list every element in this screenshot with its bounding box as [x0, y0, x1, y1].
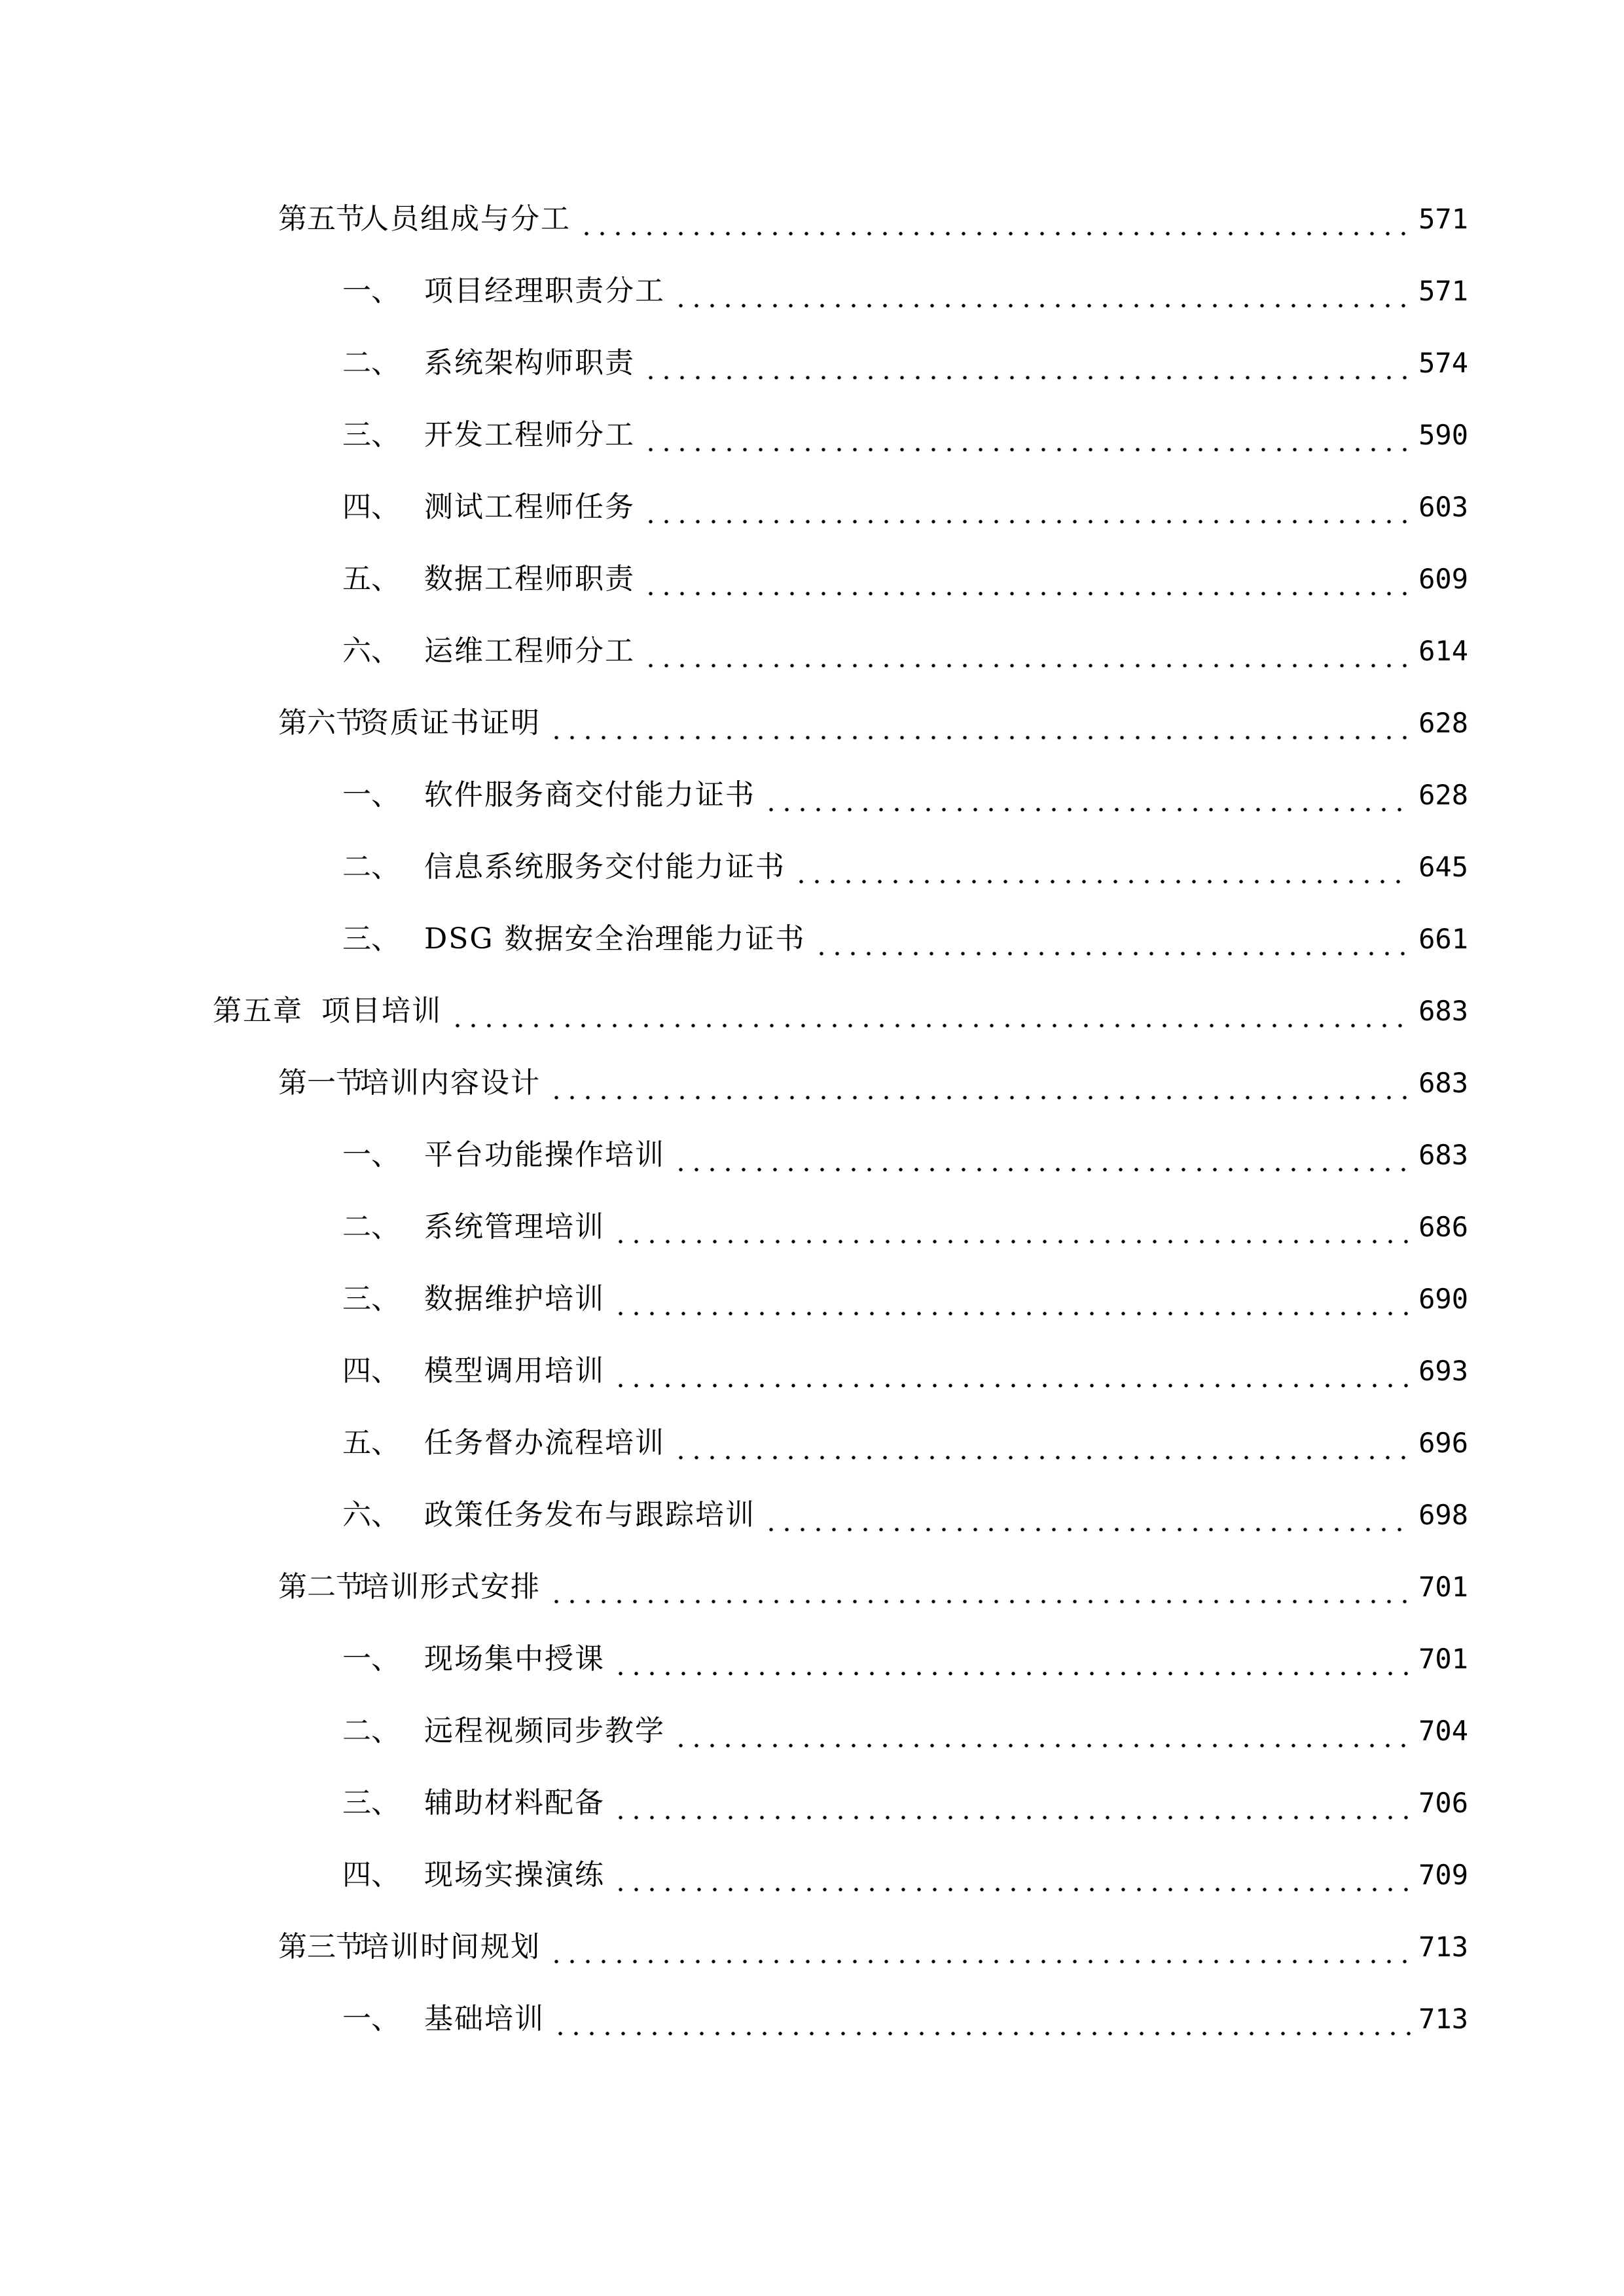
toc-entry-title: 信息系统服务交付能力证书 [424, 850, 785, 884]
dot-leader [673, 1744, 1411, 1748]
dot-leader [814, 952, 1411, 956]
toc-entry-title: 培训形式安排 [360, 1570, 541, 1604]
dot-leader [673, 1456, 1411, 1460]
toc-entry-page: 698 [1418, 1499, 1468, 1531]
toc-entry-page: 713 [1418, 2003, 1468, 2035]
toc-entry[interactable] [342, 327, 1468, 399]
toc-entry-page: 574 [1418, 347, 1468, 379]
toc-entry-page: 683 [1418, 1067, 1468, 1099]
toc-entry-number: 四、 [342, 490, 400, 524]
toc-entry[interactable] [342, 759, 1468, 831]
dot-leader [673, 1168, 1411, 1172]
toc-entry-page: 645 [1418, 851, 1468, 883]
toc-entry-number: 三、 [342, 1282, 400, 1316]
toc-entry-page: 709 [1418, 1859, 1468, 1891]
toc-entry[interactable] [342, 1623, 1468, 1695]
toc-entry[interactable] [342, 1263, 1468, 1335]
toc-entry-number: 第三节 [278, 1930, 365, 1964]
toc-entry-page: 686 [1418, 1211, 1468, 1243]
toc-entry[interactable] [278, 1551, 1468, 1623]
toc-entry-title: 模型调用培训 [424, 1354, 605, 1388]
toc-entry[interactable] [342, 255, 1468, 327]
toc-entry[interactable] [213, 975, 1468, 1047]
toc-entry[interactable] [342, 1407, 1468, 1479]
toc-entry-page: 603 [1418, 491, 1468, 523]
dot-leader [643, 376, 1411, 380]
toc-entry[interactable] [342, 1695, 1468, 1767]
toc-entry-title: 系统管理培训 [424, 1210, 605, 1244]
dot-leader [450, 1024, 1411, 1028]
toc-entry-title: 资质证书证明 [360, 706, 541, 740]
toc-entry[interactable] [342, 1479, 1468, 1551]
toc-entry[interactable] [342, 543, 1468, 615]
toc-entry-title: 测试工程师任务 [424, 490, 635, 524]
toc-entry-title: 数据维护培训 [424, 1282, 605, 1316]
toc-entry[interactable] [342, 1335, 1468, 1407]
toc-entry-title: 项目经理职责分工 [424, 274, 665, 308]
toc-entry-title: 基础培训 [424, 2002, 545, 2036]
toc-entry[interactable] [342, 903, 1468, 975]
dot-leader [613, 1888, 1411, 1892]
toc-entry[interactable] [342, 471, 1468, 543]
toc-entry-page: 683 [1418, 995, 1468, 1027]
toc-entry-page: 628 [1418, 779, 1468, 811]
toc-entry-title: 现场集中授课 [424, 1642, 605, 1676]
dot-leader [613, 1816, 1411, 1820]
dot-leader [763, 1528, 1411, 1532]
dot-leader [643, 520, 1411, 524]
toc-entry-title: 辅助材料配备 [424, 1786, 605, 1820]
dot-leader [613, 1384, 1411, 1388]
dot-leader [552, 2032, 1411, 2036]
toc-entry-title: 软件服务商交付能力证书 [424, 778, 755, 812]
toc-entry-number: 第二节 [278, 1570, 365, 1604]
toc-entry-number: 二、 [342, 346, 400, 380]
toc-entry-title: 任务督办流程培训 [424, 1426, 665, 1460]
toc-entry[interactable] [342, 831, 1468, 903]
dot-leader [549, 1960, 1411, 1964]
toc-entry[interactable] [342, 399, 1468, 471]
toc-entry-number: 第五节 [278, 202, 365, 236]
toc-entry-title: 运维工程师分工 [424, 634, 635, 668]
toc-entry-title: 培训内容设计 [360, 1066, 541, 1100]
toc-entry-number: 五、 [342, 1426, 400, 1460]
dot-leader [579, 232, 1411, 236]
dot-leader [613, 1240, 1411, 1244]
toc-entry-number: 第一节 [278, 1066, 365, 1100]
toc-entry-page: 628 [1418, 707, 1468, 739]
toc-entry-title: 现场实操演练 [424, 1858, 605, 1892]
toc-entry-number: 三、 [342, 922, 400, 956]
toc-entry-title: 培训时间规划 [360, 1930, 541, 1964]
toc-entry[interactable] [342, 1767, 1468, 1839]
toc-entry-page: 590 [1418, 419, 1468, 451]
dot-leader [793, 880, 1411, 884]
toc-entry-title: 数据工程师职责 [424, 562, 635, 596]
dot-leader [643, 592, 1411, 596]
dot-leader [549, 1096, 1411, 1100]
toc-entry-page: 701 [1418, 1571, 1468, 1603]
toc-entry-title: 系统架构师职责 [424, 346, 635, 380]
toc-entry-page: 701 [1418, 1643, 1468, 1675]
toc-entry-title: 政策任务发布与跟踪培训 [424, 1498, 755, 1532]
dot-leader [549, 1600, 1411, 1604]
dot-leader [763, 808, 1411, 812]
dot-leader [613, 1672, 1411, 1676]
toc-entry-page: 614 [1418, 635, 1468, 667]
toc-entry-page: 609 [1418, 563, 1468, 595]
toc-entry-number: 第五章 [213, 994, 303, 1028]
toc-entry-number: 五、 [342, 562, 400, 596]
toc-entry-number: 一、 [342, 274, 400, 308]
toc-entry-number: 一、 [342, 778, 400, 812]
toc-entry-number: 四、 [342, 1354, 400, 1388]
toc-entry[interactable] [278, 1047, 1468, 1119]
toc-entry-title: 项目培训 [321, 994, 442, 1028]
toc-entry-page: 661 [1418, 923, 1468, 955]
toc-entry[interactable] [342, 1119, 1468, 1191]
dot-leader [643, 664, 1411, 668]
toc-entry[interactable] [342, 1983, 1468, 2055]
toc-entry[interactable] [342, 1191, 1468, 1263]
toc-entry-number: 四、 [342, 1858, 400, 1892]
dot-leader [643, 448, 1411, 452]
toc-entry-page: 693 [1418, 1355, 1468, 1387]
dot-leader [673, 304, 1411, 308]
dot-leader [613, 1312, 1411, 1316]
toc-entry[interactable] [278, 183, 1468, 255]
toc-entry-number: 六、 [342, 1498, 400, 1532]
toc-entry-title: 远程视频同步教学 [424, 1714, 665, 1748]
toc-entry[interactable] [342, 615, 1468, 687]
toc-entry-number: 第六节 [278, 706, 365, 740]
toc-entry[interactable] [342, 1839, 1468, 1911]
toc-entry-title: 开发工程师分工 [424, 418, 635, 452]
toc-entry-page: 706 [1418, 1787, 1468, 1819]
toc-entry-number: 三、 [342, 1786, 400, 1820]
toc-entry-page: 571 [1418, 203, 1468, 235]
toc-entry-number: 二、 [342, 1210, 400, 1244]
toc-entry-page: 713 [1418, 1931, 1468, 1963]
toc-entry-number: 二、 [342, 1714, 400, 1748]
toc-entry-title: DSG 数据安全治理能力证书 [424, 922, 806, 956]
dot-leader [549, 736, 1411, 740]
toc-entry-page: 683 [1418, 1139, 1468, 1171]
toc-entry-number: 六、 [342, 634, 400, 668]
toc-entry-number: 二、 [342, 850, 400, 884]
toc-entry-title: 平台功能操作培训 [424, 1138, 665, 1172]
toc-entry-number: 三、 [342, 418, 400, 452]
toc-entry[interactable] [278, 687, 1468, 759]
toc-entry-title: 人员组成与分工 [360, 202, 571, 236]
toc-entry[interactable] [278, 1911, 1468, 1983]
toc-entry-page: 571 [1418, 275, 1468, 307]
toc-entry-number: 一、 [342, 2002, 400, 2036]
toc-entry-page: 690 [1418, 1283, 1468, 1315]
toc-entry-number: 一、 [342, 1138, 400, 1172]
toc-entry-page: 696 [1418, 1427, 1468, 1459]
toc-entry-page: 704 [1418, 1715, 1468, 1747]
toc-entry-number: 一、 [342, 1642, 400, 1676]
